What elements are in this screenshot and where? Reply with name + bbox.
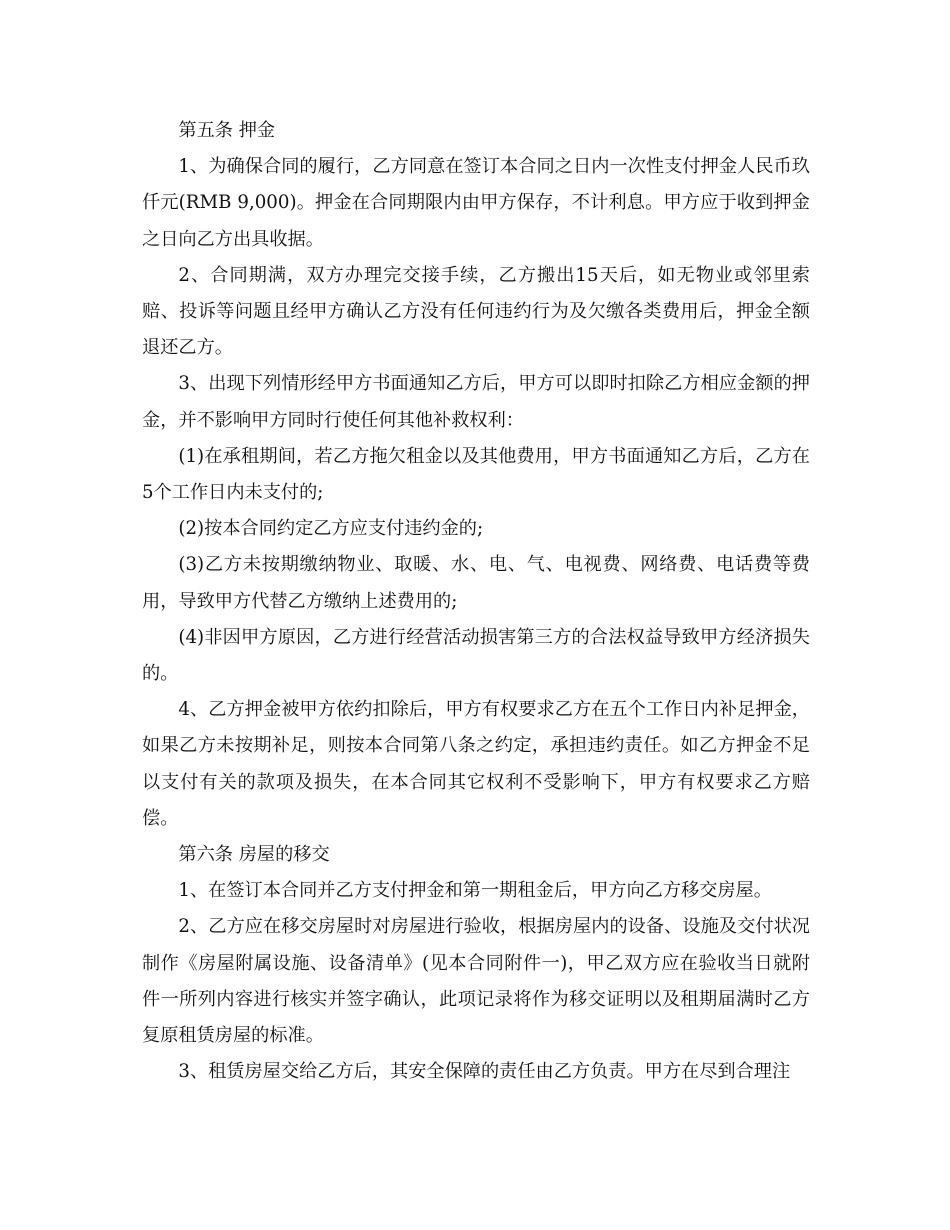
article-6-clause-3: 3、租赁房屋交给乙方后，其安全保障的责任由乙方负责。甲方在尽到合理注	[178, 1061, 791, 1083]
document-body	[142, 113, 810, 1090]
article-5-clause-3-item-3: (3)乙方未按期缴纳物业、取暖、水、电、气、电视费、网络费、电话费等费用，导致甲方代替乙方缴纳上述费用的;	[142, 554, 810, 612]
article-5-clause-3: 3、出现下列情形经甲方书面通知乙方后，甲方可以即时扣除乙方相应金额的押金，并不影响甲方同时行使任何其他补救权利：	[142, 373, 810, 431]
article-6-clause-2: 2、乙方应在移交房屋时对房屋进行验收，根据房屋内的设备、设施及交付状况制作《房屋附属设施、设备清单》(见本合同附件一)，甲乙双方应在验收当日就附件一所列内容进行核实并签字确认，此项记录将作为移交证明以及租期届满时乙方复原租赁房屋的标准。	[142, 916, 810, 1047]
article-5-clause-3-item-4: (4)非因甲方原因，乙方进行经营活动损害第三方的合法权益导致甲方经济损失的。	[142, 626, 810, 685]
article-5-clause-4: 4、乙方押金被甲方依约扣除后，甲方有权要求乙方在五个工作日内补足押金，如果乙方未按期补足，则按本合同第八条之约定，承担违约责任。如乙方押金不足以支付有关的款项及损失，在本合同其它权利不受影响下，甲方有权要求乙方赔偿。	[142, 699, 810, 829]
article-5-heading: 第五条 押金	[178, 120, 276, 141]
article-6-clause-1: 1、在签订本合同并乙方支付押金和第一期租金后，甲方向乙方移交房屋。	[178, 880, 772, 902]
article-5-clause-3-item-2: (2)按本合同约定乙方应支付违约金的;	[178, 518, 484, 540]
article-5-clause-2: 2、合同期满，双方办理完交接手续，乙方搬出15天后，如无物业或邻里索赔、投诉等问题且经甲方确认乙方没有任何违约行为及欠缴各类费用后，押金全额退还乙方。	[142, 264, 810, 359]
article-5-clause-3-item-1: (1)在承租期间，若乙方拖欠租金以及其他费用，甲方书面通知乙方后，乙方在5个工作日内未支付的;	[142, 445, 810, 504]
article-5-clause-1: 1、为确保合同的履行，乙方同意在签订本合同之日内一次性支付押金人民币玖仟元(RMB 9,000)。押金在合同期限内由甲方保存，不计利息。甲方应于收到押金之日向乙方出具收据。	[142, 156, 810, 250]
article-6-heading: 第六条 房屋的移交	[178, 844, 330, 866]
